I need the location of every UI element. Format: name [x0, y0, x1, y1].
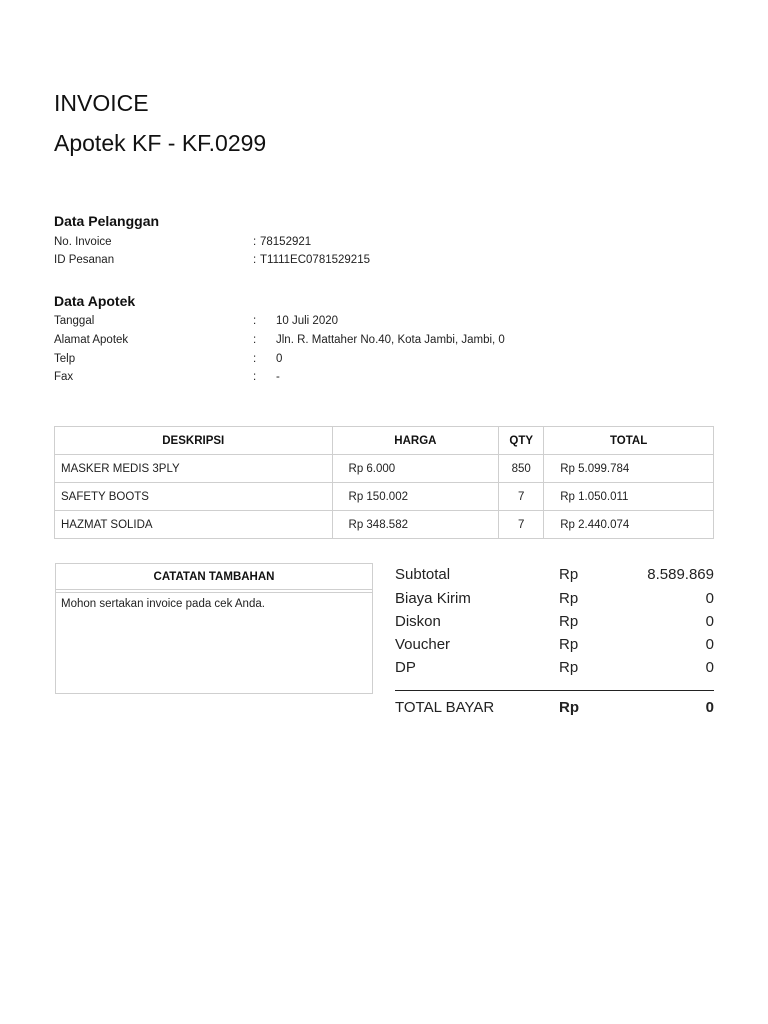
column-header-qty: QTY — [499, 427, 544, 455]
summary-label: Subtotal — [395, 566, 451, 583]
item-qty: 7 — [499, 511, 544, 539]
item-description: SAFETY BOOTS — [55, 483, 333, 511]
field-value: - — [276, 371, 280, 383]
field-label: No. Invoice — [54, 236, 112, 248]
item-description: HAZMAT SOLIDA — [55, 511, 333, 539]
item-price: Rp 150.002 — [332, 483, 499, 511]
grand-total-label: TOTAL BAYAR — [395, 699, 495, 716]
field-colon: : — [253, 236, 257, 248]
summary-amount: 0 — [705, 613, 714, 630]
field-value: T1111EC0781529215 — [260, 254, 370, 266]
summary-label: Diskon — [395, 613, 441, 630]
summary-label: Voucher — [395, 636, 451, 653]
notes-title: CATATAN TAMBAHAN — [56, 564, 372, 590]
field-colon: : — [253, 315, 257, 327]
summary-row-dp — [395, 659, 714, 679]
grand-total-amount: 0 — [705, 699, 714, 716]
item-qty: 7 — [499, 483, 544, 511]
summary-amount: 0 — [705, 659, 714, 676]
pharmacy-section-title: Data Apotek — [54, 293, 136, 309]
field-value: 10 Juli 2020 — [276, 315, 339, 327]
summary-currency: Rp — [559, 636, 579, 653]
summary-row-subtotal — [395, 566, 714, 586]
table-row — [55, 483, 714, 511]
summary-currency: Rp — [559, 566, 579, 583]
field-label: Alamat Apotek — [54, 334, 129, 346]
summary-currency: Rp — [559, 613, 579, 630]
item-total: Rp 1.050.011 — [544, 483, 714, 511]
pharmacy-name-title: Apotek KF - KF.0299 — [54, 130, 267, 156]
pharmacy-row-phone — [54, 353, 714, 371]
summary-row-grand-total — [395, 699, 714, 719]
item-total: Rp 5.099.784 — [544, 455, 714, 483]
invoice-title: INVOICE — [54, 90, 149, 116]
field-label: Fax — [54, 371, 74, 383]
items-table — [54, 426, 714, 539]
column-header-price: HARGA — [332, 427, 499, 455]
item-qty: 850 — [499, 455, 544, 483]
item-price: Rp 6.000 — [332, 455, 499, 483]
field-colon: : — [253, 371, 257, 383]
summary-amount: 0 — [705, 636, 714, 653]
column-header-total: TOTAL — [544, 427, 714, 455]
field-colon: : — [253, 254, 257, 266]
summary-row-shipping — [395, 590, 714, 610]
field-label: Telp — [54, 353, 76, 365]
summary-row-voucher — [395, 636, 714, 656]
table-header-row — [55, 427, 714, 455]
notes-text: Mohon sertakan invoice pada cek Anda. — [61, 598, 265, 610]
field-value: 78152921 — [260, 236, 312, 248]
customer-row-order-id — [54, 254, 714, 272]
customer-section-title: Data Pelanggan — [54, 213, 160, 229]
pharmacy-row-fax — [54, 371, 714, 389]
item-description: MASKER MEDIS 3PLY — [55, 455, 333, 483]
item-price: Rp 348.582 — [332, 511, 499, 539]
summary-currency: Rp — [559, 590, 579, 607]
summary-row-discount — [395, 613, 714, 633]
summary-label: Biaya Kirim — [395, 590, 471, 607]
table-row — [55, 511, 714, 539]
summary-amount: 0 — [705, 590, 714, 607]
column-header-description: DESKRIPSI — [55, 427, 333, 455]
field-colon: : — [253, 334, 257, 346]
additional-notes-box — [55, 563, 373, 694]
item-total: Rp 2.440.074 — [544, 511, 714, 539]
pharmacy-row-address — [54, 334, 714, 352]
field-value: Jln. R. Mattaher No.40, Kota Jambi, Jambi, 0 — [276, 334, 505, 346]
grand-total-currency: Rp — [559, 699, 579, 716]
summary-label: DP — [395, 659, 416, 676]
pharmacy-row-date — [54, 315, 714, 333]
table-row — [55, 455, 714, 483]
field-label: Tanggal — [54, 315, 95, 327]
field-label: ID Pesanan — [54, 254, 115, 266]
summary-amount: 8.589.869 — [647, 566, 714, 583]
field-colon: : — [253, 353, 257, 365]
field-value: 0 — [276, 353, 283, 365]
customer-row-invoice-no — [54, 236, 714, 254]
summary-currency: Rp — [559, 659, 579, 676]
summary-divider — [395, 690, 714, 691]
